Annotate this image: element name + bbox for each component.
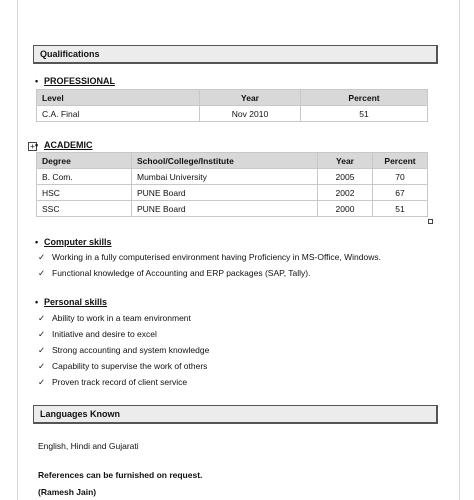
- column-header: Year: [318, 153, 373, 169]
- table-cell: 70: [373, 169, 428, 185]
- academic-heading-label: ACADEMIC: [44, 140, 93, 150]
- check-icon: ✓: [38, 268, 46, 278]
- bullet-icon: •: [35, 237, 39, 247]
- check-icon: ✓: [38, 252, 46, 262]
- table-cell: B. Com.: [37, 169, 132, 185]
- list-item-text: Initiative and desire to excel: [52, 329, 157, 339]
- list-item: [38, 376, 209, 392]
- table-header-row: [37, 153, 428, 169]
- table-row: [37, 169, 428, 185]
- table-cell: HSC: [37, 185, 132, 201]
- computer-skills-heading: [35, 237, 112, 247]
- list-item-text: Capability to supervise the work of others: [52, 361, 208, 371]
- table-cell: C.A. Final: [37, 106, 200, 122]
- professional-heading: [35, 76, 115, 86]
- table-resize-handle[interactable]: [428, 219, 433, 224]
- page-left-edge: [17, 0, 18, 500]
- table-cell: Mumbai University: [132, 169, 318, 185]
- page-right-edge: [459, 0, 460, 500]
- list-item: [38, 328, 209, 344]
- table-cell: 51: [373, 201, 428, 217]
- list-item: [38, 312, 209, 328]
- bullet-icon: •: [35, 297, 39, 307]
- table-row: [37, 201, 428, 217]
- column-header: School/College/Institute: [132, 153, 318, 169]
- column-header: Percent: [301, 90, 428, 106]
- list-item-text: Proven track record of client service: [52, 377, 188, 387]
- list-item: [38, 267, 381, 283]
- table-cell: SSC: [37, 201, 132, 217]
- professional-heading-label: PROFESSIONAL: [44, 76, 116, 86]
- list-item: [38, 251, 381, 267]
- check-icon: ✓: [38, 313, 46, 323]
- table-cell: 2002: [318, 185, 373, 201]
- list-item-text: Strong accounting and system knowledge: [52, 345, 210, 355]
- table-row: [37, 185, 428, 201]
- languages-header: [33, 405, 438, 424]
- column-header: Percent: [373, 153, 428, 169]
- academic-table: [36, 152, 428, 217]
- computer-skills-heading-label: Computer skills: [44, 237, 112, 247]
- list-item: [38, 360, 209, 376]
- professional-table: [36, 89, 428, 122]
- personal-skills-heading: [35, 297, 107, 307]
- references-name: (Ramesh Jain): [38, 487, 97, 497]
- computer-skills-list: [38, 251, 381, 283]
- list-item-text: Ability to work in a team environment: [52, 313, 191, 323]
- table-cell: 2005: [318, 169, 373, 185]
- languages-title: Languages Known: [40, 409, 121, 419]
- bullet-icon: •: [35, 76, 39, 86]
- column-header: Degree: [37, 153, 132, 169]
- languages-value: English, Hindi and Gujarati: [38, 441, 139, 451]
- table-cell: 67: [373, 185, 428, 201]
- column-header: Year: [200, 90, 301, 106]
- table-header-row: [37, 90, 428, 106]
- table-cell: 51: [301, 106, 428, 122]
- qualifications-header: [33, 45, 438, 64]
- table-move-icon[interactable]: +: [28, 142, 37, 151]
- table-cell: 2000: [318, 201, 373, 217]
- personal-skills-list: [38, 312, 209, 392]
- column-header: Level: [37, 90, 200, 106]
- personal-skills-heading-label: Personal skills: [44, 297, 108, 307]
- table-cell: PUNE Board: [132, 201, 318, 217]
- list-item-text: Functional knowledge of Accounting and ERP packages (SAP, Tally).: [52, 268, 311, 278]
- table-cell: PUNE Board: [132, 185, 318, 201]
- check-icon: ✓: [38, 377, 46, 387]
- table-cell: Nov 2010: [200, 106, 301, 122]
- table-row: [37, 106, 428, 122]
- references-text: References can be furnished on request.: [38, 470, 203, 480]
- check-icon: ✓: [38, 361, 46, 371]
- check-icon: ✓: [38, 345, 46, 355]
- bullet-icon: •: [35, 140, 39, 150]
- list-item-text: Working in a fully computerised environment having Proficiency in MS-Office, Windows.: [52, 252, 381, 262]
- check-icon: ✓: [38, 329, 46, 339]
- academic-heading: [35, 140, 93, 150]
- list-item: [38, 344, 209, 360]
- qualifications-title: Qualifications: [40, 49, 100, 59]
